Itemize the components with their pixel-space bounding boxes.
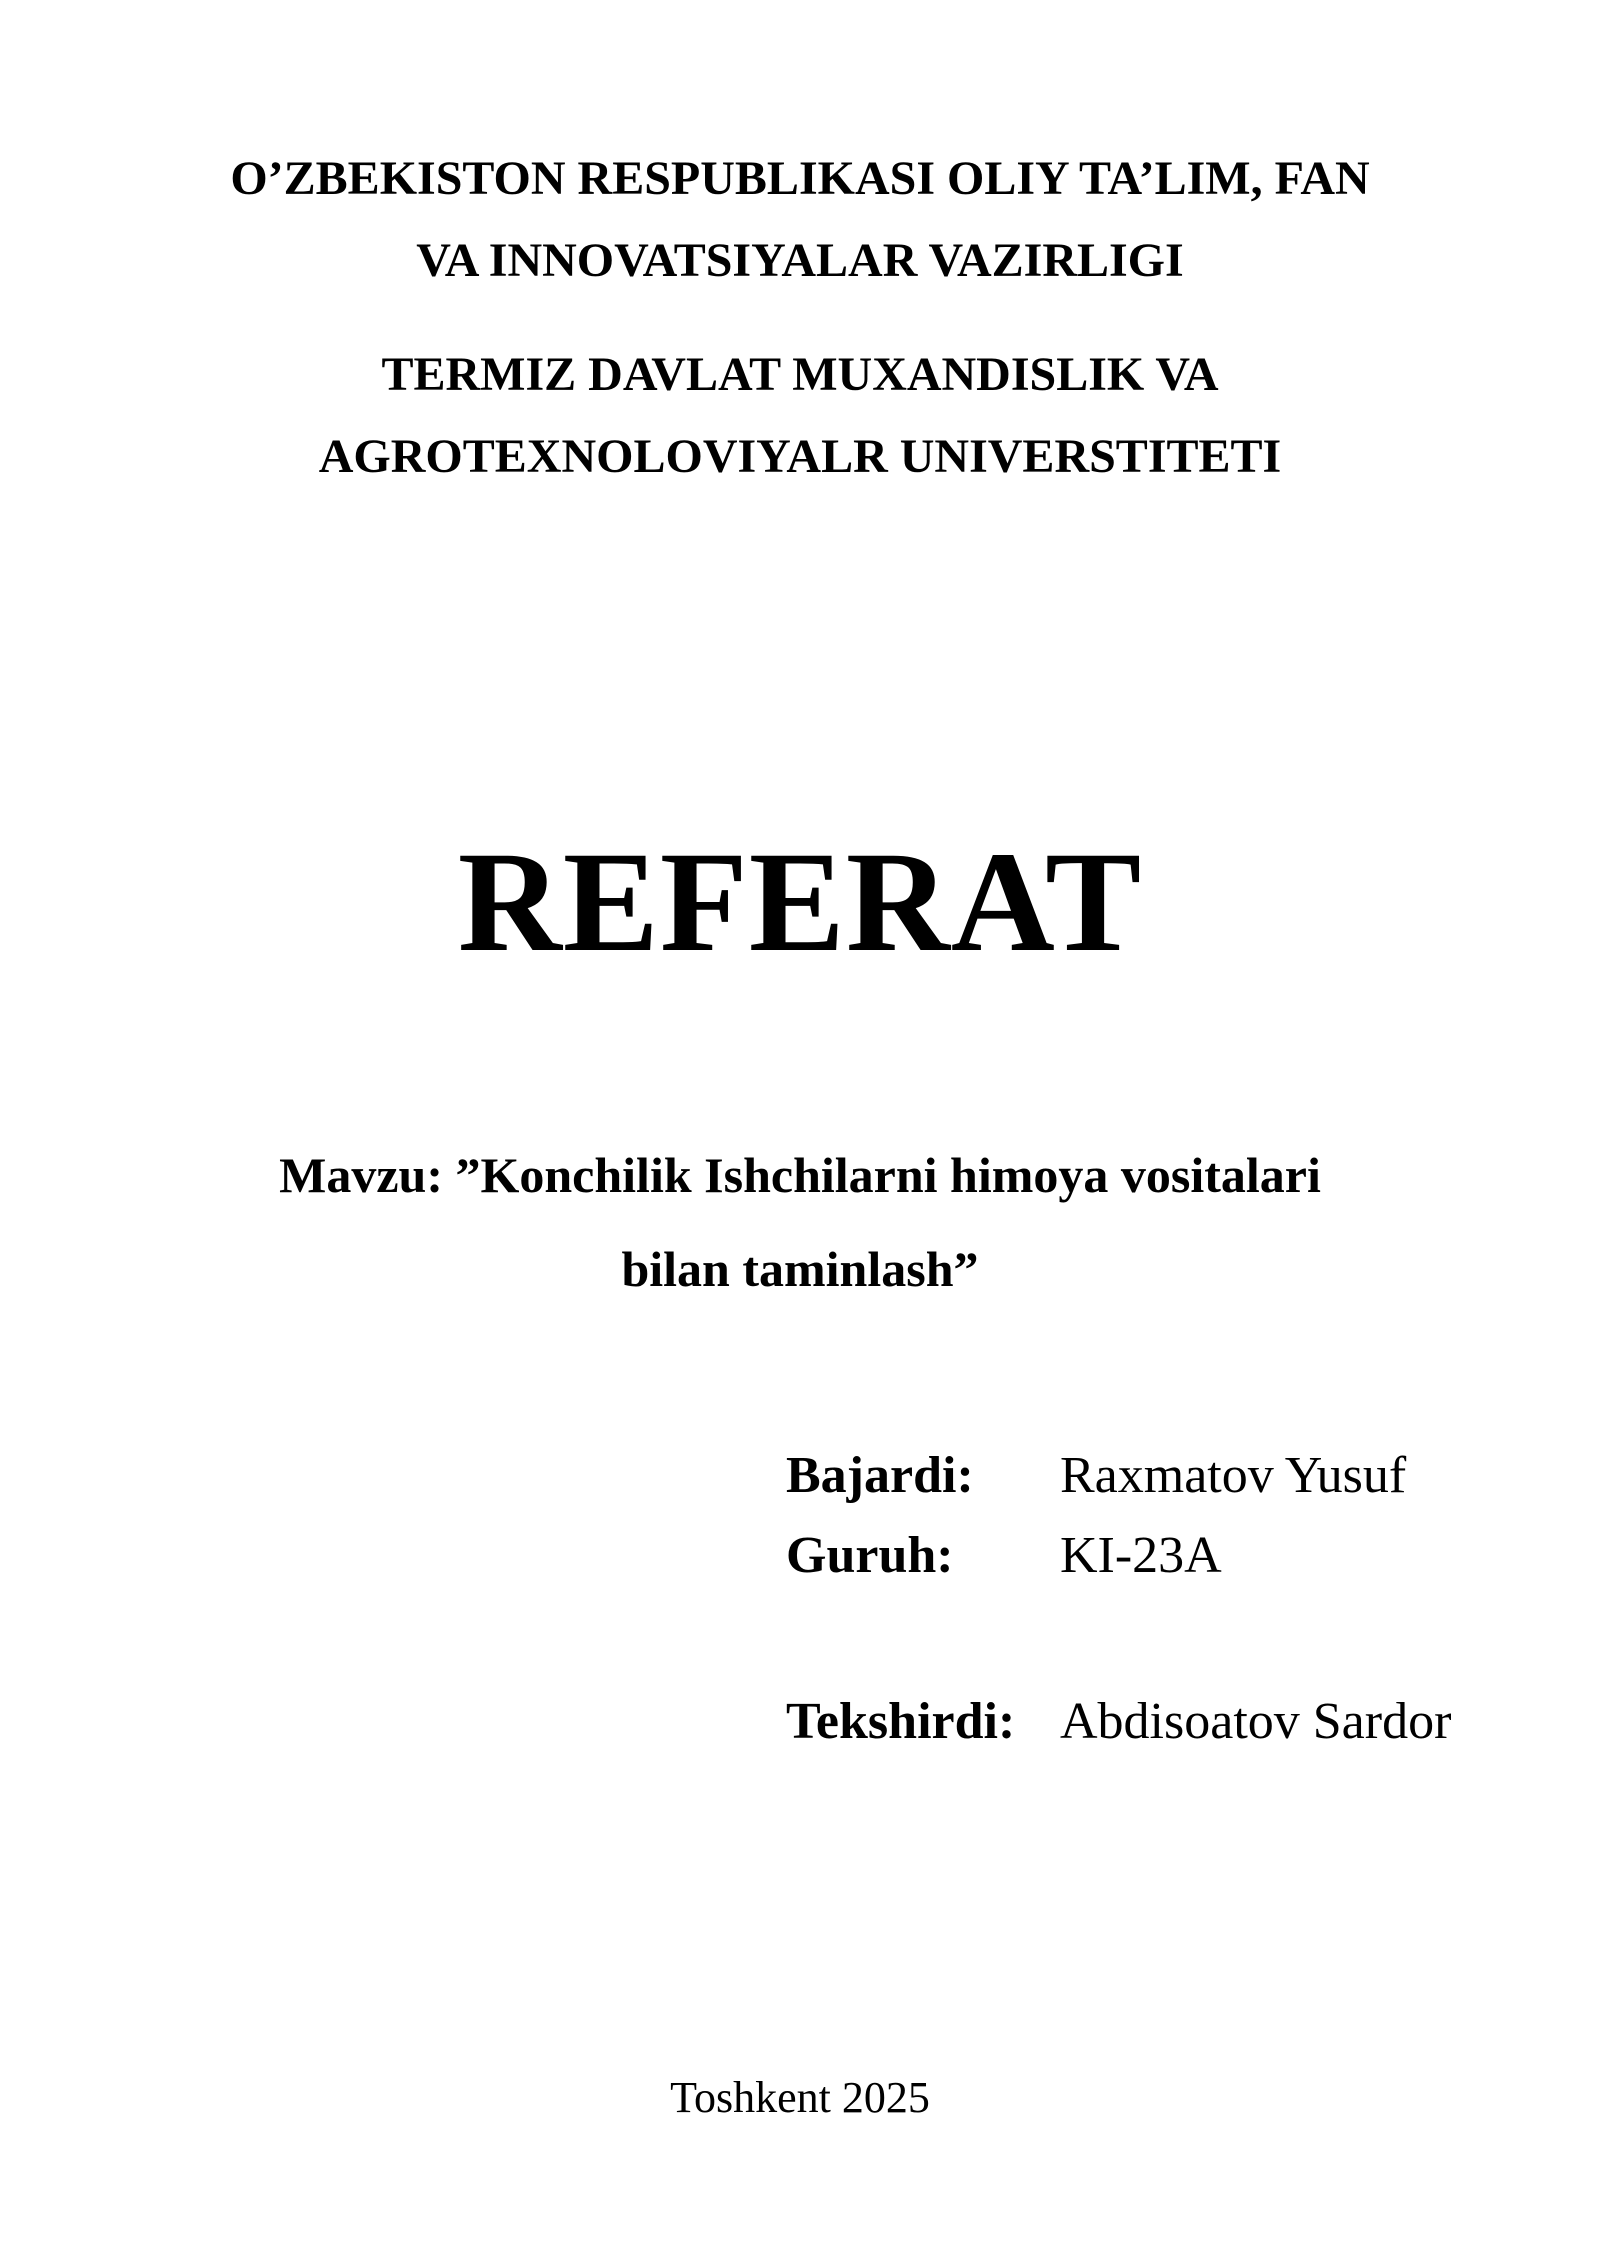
group-row: [786, 1516, 1586, 1596]
checker-info: [786, 1682, 1586, 1762]
university-heading-line-2: AGROTEXNOLOVIYALR UNIVERSTITETI: [318, 430, 1282, 483]
document-type-title: REFERAT: [457, 823, 1143, 982]
ministry-heading-line-2: VA INNOVATSIYALAR VAZIRLIGI: [416, 234, 1184, 287]
topic-line-2: bilan taminlash”: [621, 1241, 979, 1297]
performer-name: Raxmatov Yusuf: [1060, 1447, 1407, 1504]
university-heading-line-1: TERMIZ DAVLAT MUXANDISLIK VA: [381, 348, 1219, 401]
group-label: Guruh:: [786, 1527, 954, 1584]
group-value: KI-23A: [1060, 1527, 1222, 1584]
performer-info: [786, 1436, 1586, 1596]
place-year: Toshkent 2025: [670, 2073, 930, 2122]
topic: [0, 1128, 1600, 1316]
checker-label: Tekshirdi:: [786, 1693, 1016, 1750]
checker-row: [786, 1682, 1586, 1762]
university-heading: [0, 334, 1600, 498]
ministry-heading: [0, 138, 1600, 302]
checker-name: Abdisoatov Sardor: [1060, 1693, 1452, 1750]
ministry-heading-line-1: O’ZBEKISTON RESPUBLIKASI OLIY TA’LIM, FAN: [230, 152, 1370, 205]
topic-line-1: Mavzu: ”Konchilik Ishchilarni himoya vositalari: [279, 1147, 1321, 1203]
performer-row: [786, 1436, 1586, 1516]
performer-label: Bajardi:: [786, 1447, 974, 1504]
